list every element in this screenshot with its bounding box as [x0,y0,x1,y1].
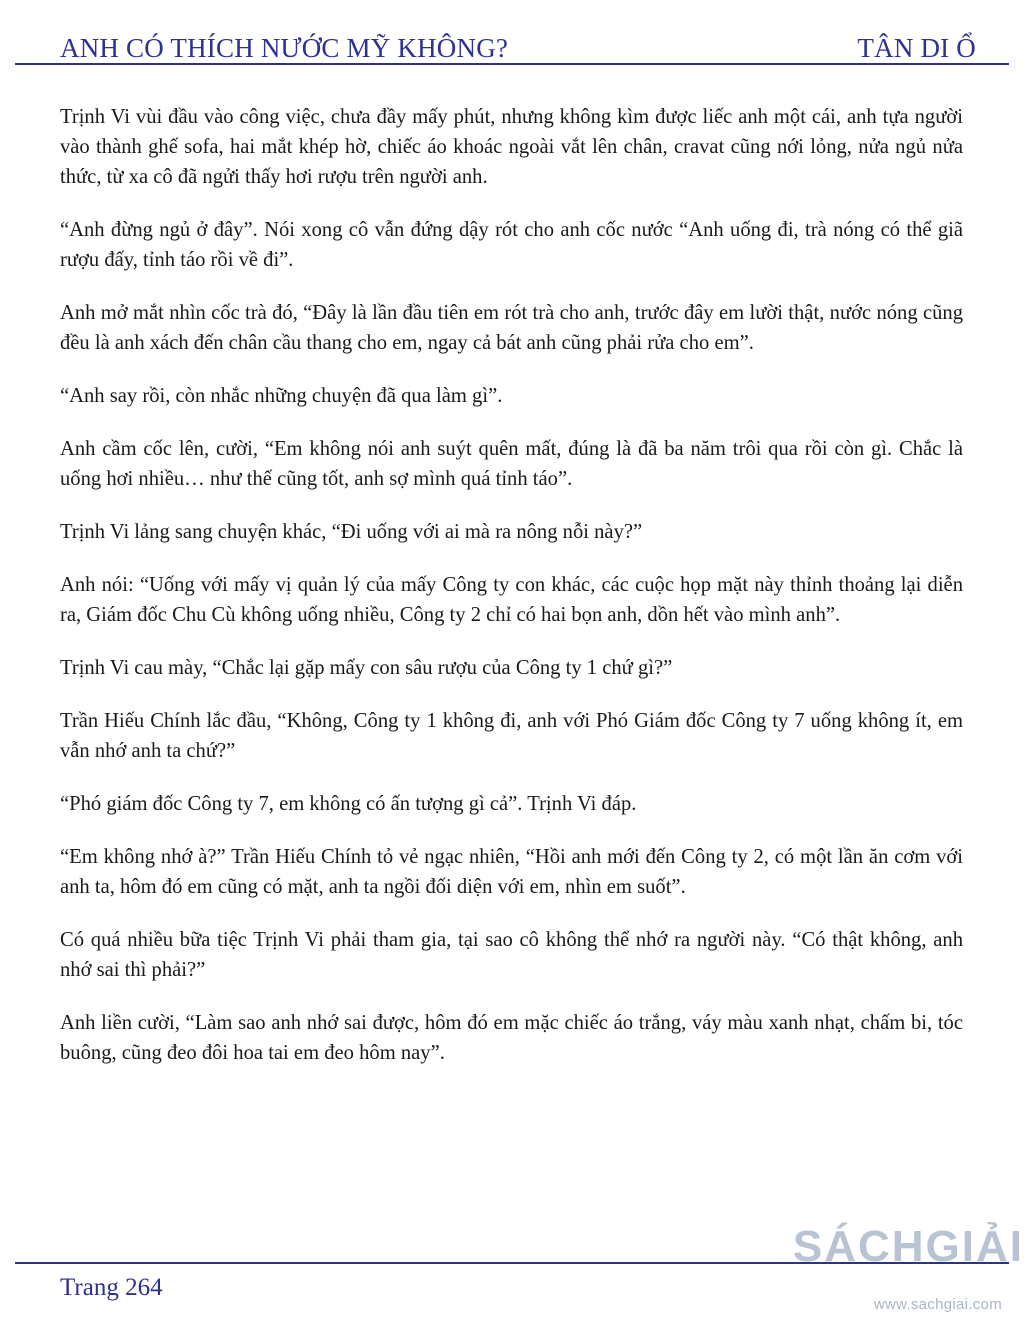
paragraph: Anh cầm cốc lên, cười, “Em không nói anh suýt quên mất, đúng là đã ba năm trôi qua rồi còn gì. Chắc là uống hơi nhiều… như thế cũng tốt, anh sợ mình quá tỉnh táo”. [60,438,963,490]
paragraph: “Anh đừng ngủ ở đây”. Nói xong cô vẫn đứng dậy rót cho anh cốc nước “Anh uống đi, trà nóng có thể giã rượu đấy, tỉnh táo rồi về đi”. [60,219,963,271]
watermark-url: www.sachgiai.com [873,1296,1002,1313]
paragraph: Anh mở mắt nhìn cốc trà đó, “Đây là lần đầu tiên em rót trà cho anh, trước đây em lười thật, nước nóng cũng đều là anh xách đến chân cầu thang cho em, ngay cả bát anh cũng phải rửa cho em”. [60,302,963,354]
paragraph: “Anh say rồi, còn nhắc những chuyện đã qua làm gì”. [60,385,503,407]
book-title: ANH CÓ THÍCH NƯỚC MỸ KHÔNG? [60,33,509,63]
page-body [60,102,963,1091]
paragraph: Anh liền cười, “Làm sao anh nhớ sai được, hôm đó em mặc chiếc áo trắng, váy màu xanh nhạt, chấm bi, tóc buông, cũng đeo đôi hoa tai em đeo hôm nay”. [60,1012,963,1064]
watermark [792,1212,1024,1320]
author-name: TÂN DI Ổ [857,33,976,63]
paragraph: Trịnh Vi lảng sang chuyện khác, “Đi uống với ai mà ra nông nỗi này?” [60,521,643,543]
paragraph: Anh nói: “Uống với mấy vị quản lý của mấy Công ty con khác, các cuộc họp mặt này thỉnh thoảng lại diễn ra, Giám đốc Chu Cù không uống nhiều, Công ty 2 chỉ có hai bọn anh, dồn hết vào mình anh”. [60,574,963,626]
page-header [60,22,976,64]
watermark-logo: SÁCHGIẢI [792,1222,1024,1271]
page-number: Trang 264 [60,1274,163,1301]
paragraph: Trịnh Vi cau mày, “Chắc lại gặp mấy con sâu rượu của Công ty 1 chứ gì?” [60,657,673,679]
paragraph: “Em không nhớ à?” Trần Hiếu Chính tỏ vẻ ngạc nhiên, “Hồi anh mới đến Công ty 2, có một lần ăn cơm với anh ta, hôm đó em cũng có mặt, anh ta ngồi đối diện với em, nhìn em suốt”. [60,846,963,898]
header-divider [15,63,1009,65]
paragraph: “Phó giám đốc Công ty 7, em không có ấn tượng gì cả”. Trịnh Vi đáp. [60,793,637,815]
paragraph: Có quá nhiều bữa tiệc Trịnh Vi phải tham gia, tại sao cô không thể nhớ ra người này. “Có thật không, anh nhớ sai thì phải?” [60,929,963,981]
paragraph: Trịnh Vi vùi đầu vào công việc, chưa đầy mấy phút, nhưng không kìm được liếc anh một cái, anh tựa người vào thành ghế sofa, hai mắt khép hờ, chiếc áo khoác ngoài vắt lên chân, cravat cũng nới lỏng, nửa ngủ nửa thức, từ xa cô đã ngửi thấy hơi rượu trên người anh. [60,106,963,188]
paragraph: Trần Hiếu Chính lắc đầu, “Không, Công ty 1 không đi, anh với Phó Giám đốc Công ty 7 uống không ít, em vẫn nhớ anh ta chứ?” [60,710,963,762]
